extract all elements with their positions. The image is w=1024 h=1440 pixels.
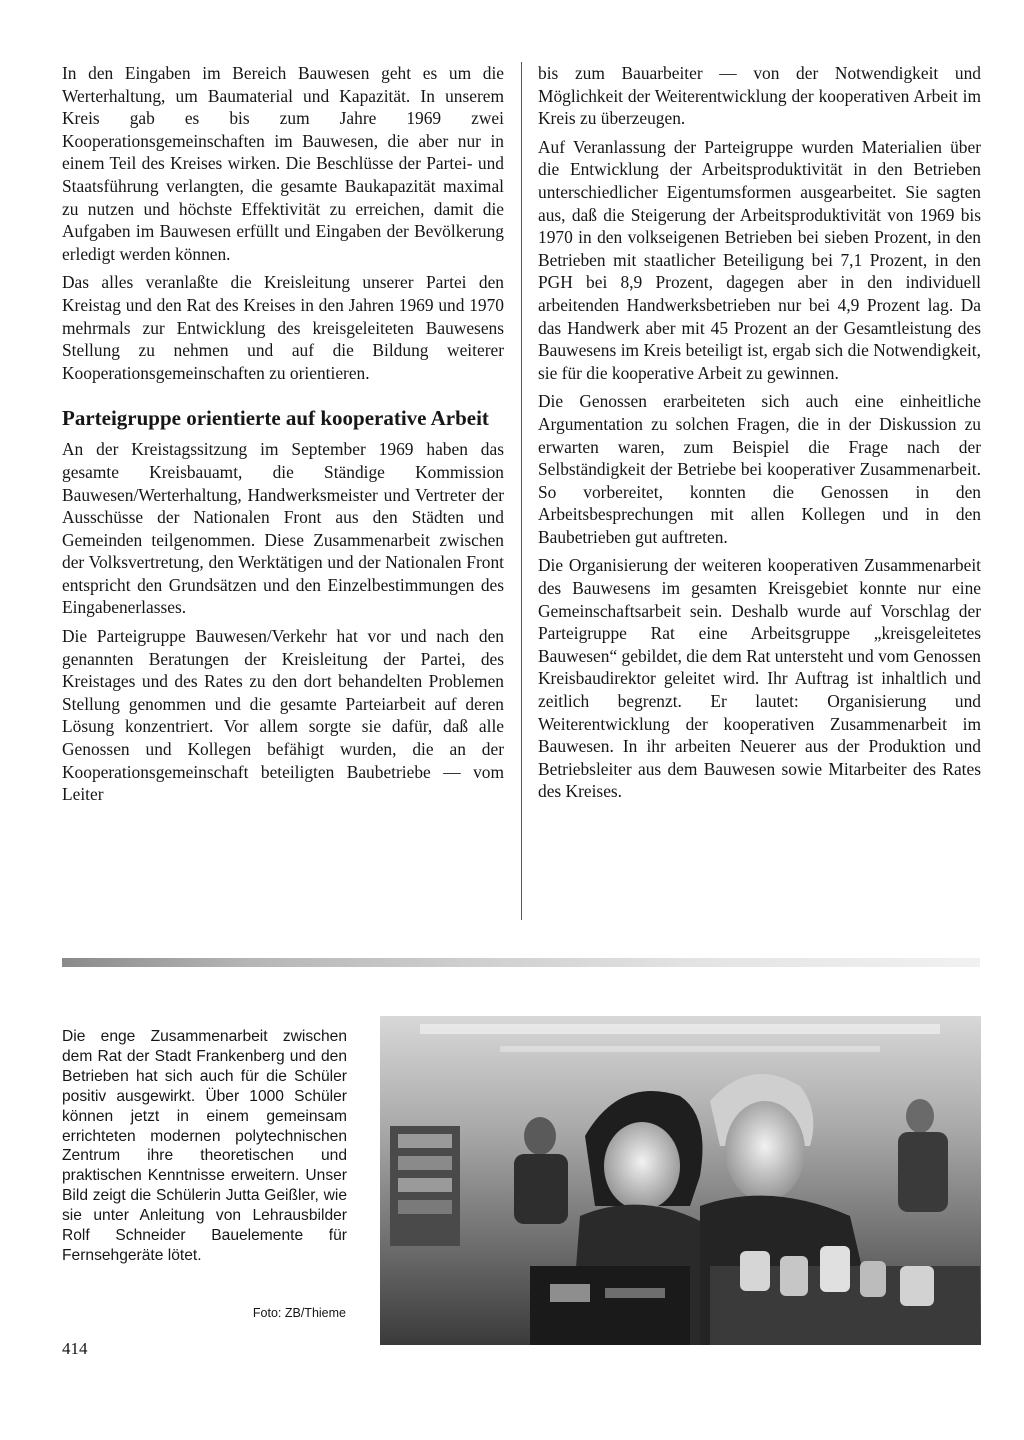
- photo-credit: Foto: ZB/Thieme: [252, 1306, 346, 1320]
- paragraph: bis zum Bauarbeiter — von der Notwendigkeit und Möglichkeit der Weiterentwicklung der kooperativen Arbeit im Kreis zu überzeugen.: [538, 63, 981, 129]
- page-number: 414: [62, 1339, 88, 1358]
- photo-students-soldering: [380, 1016, 981, 1345]
- paragraph: Das alles veranlaßte die Kreisleitung unserer Partei den Kreistag und den Rat des Kreises in den Jahren 1969 und 1970 mehrmals zur Entwicklung des kreisgeleiteten Bauwesens Stellung zu nehmen und auf die Bildung weiterer Kooperationsgemeinschaften zu orientieren.: [62, 272, 504, 383]
- paragraph: Die Genossen erarbeiteten sich auch eine einheitliche Argumentation zu solchen Fragen, die in der Diskussion zu erwarten waren, zum Beispiel die Frage nach der Selbständigkeit der Betriebe bei kooperativer Zusammenarbeit. So vorbereitet, konnten die Genossen in den Arbeitsbesprechungen mit allen Kollegen und in den Baubetrieben gut auftreten.: [538, 391, 981, 547]
- photo-caption: Die enge Zusammenarbeit zwischen dem Rat der Stadt Frankenberg und den Betrieben hat sich auch für die Schüler positiv ausgewirkt. Über 1000 Schüler können jetzt in einem gemeinsam errichteten modernen polytechnischen Zentrum ihre theoretischen und praktischen Kenntnisse erweitern. Unser Bild zeigt die Schülerin Jutta Geißler, wie sie unter Anleitung von Lehrausbilder Rolf Schneider Bauelemente für Fernsehgeräte lötet.: [62, 1028, 347, 1264]
- section-separator-band: [62, 958, 980, 967]
- paragraph: Auf Veranlassung der Parteigruppe wurden Materialien über die Entwicklung der Arbeitsproduktivität in den Betrieben unterschiedlicher Eigentumsformen ausgearbeitet. Sie sagten aus, daß die Steigerung der Arbeitsproduktivität von 1969 bis 1970 in den volkseigenen Betrieben bei sieben Prozent, in den Betrieben mit staatlicher Beteiligung bei 7,1 Prozent, in den PGH bei 8,9 Prozent, dagegen aber in den individuell arbeitenden Handwerksbetrieben nur bei 4,9 Prozent lag. Da das Handwerk aber mit 45 Prozent an der Gesamtleistung des Bauwesens im Kreis beteiligt ist, ergab sich die Notwendigkeit, sie für die kooperative Arbeit zu gewinnen.: [538, 136, 981, 383]
- paragraph: Die Organisierung der weiteren kooperativen Zusammenarbeit des Bauwesens im gesamten Kreisgebiet konnte nur eine Gemeinschaftsarbeit sein. Deshalb wurde auf Vorschlag der Parteigruppe Rat eine Arbeitsgruppe „kreisgeleitetes Bauwesen“ gebildet, die dem Rat untersteht und vom Genossen Kreisbaudirektor geleitet wird. Ihr Auftrag ist inhaltlich und zeitlich begrenzt. Er lautet: Organisierung und Weiterentwicklung der kooperativen Zusammenarbeit im Bauwesen. In ihr arbeiten Neuerer aus der Produktion und Betriebsleiter aus dem Bauwesen sowie Mitarbeiter des Rates des Kreises.: [538, 555, 981, 802]
- article-column-right: [538, 62, 981, 809]
- paragraph: In den Eingaben im Bereich Bauwesen geht es um die Werterhaltung, um Baumaterial und Kapazität. In unserem Kreis gab es bis zum Jahre 1969 zwei Kooperationsgemeinschaften im Bauwesen, die aber nur in einem Teil des Kreises wirken. Die Beschlüsse der Partei- und Staatsführung verlangten, die gesamte Baukapazität maximal zu nutzen und höchste Effektivität zu erreichen, damit die Aufgaben im Bauwesen erfüllt und Eingaben der Bevölkerung erledigt werden können.: [62, 63, 504, 264]
- paragraph: An der Kreistagssitzung im September 1969 haben das gesamte Kreisbauamt, die Ständige Kommission Bauwesen/Werterhaltung, Handwerksmeister und Vertreter der Ausschüsse der Nationalen Front aus den Städten und Gemeinden teilgenommen. Diese Zusammenarbeit zwischen der Volksvertretung, den Werktätigen und der Nationalen Front entspricht den Grundsätzen und den Einzelbestimmungen des Eingabenerlasses.: [62, 439, 504, 618]
- section-heading: Parteigruppe orientierte auf kooperative Arbeit: [62, 406, 489, 431]
- column-divider: [521, 62, 522, 920]
- article-column-left: [62, 62, 504, 812]
- paragraph: Die Parteigruppe Bauwesen/Verkehr hat vor und nach den genannten Beratungen der Kreisleitung der Partei, des Kreistages und des Rates zu den dort behandelten Problemen Stellung genommen und die gesamte Parteiarbeit auf deren Lösung konzentriert. Vor allem sorgte sie dafür, daß alle Genossen und Kollegen befähigt wurden, die an der Kooperationsgemeinschaft beteiligten Baubetriebe — vom Leiter: [62, 626, 504, 805]
